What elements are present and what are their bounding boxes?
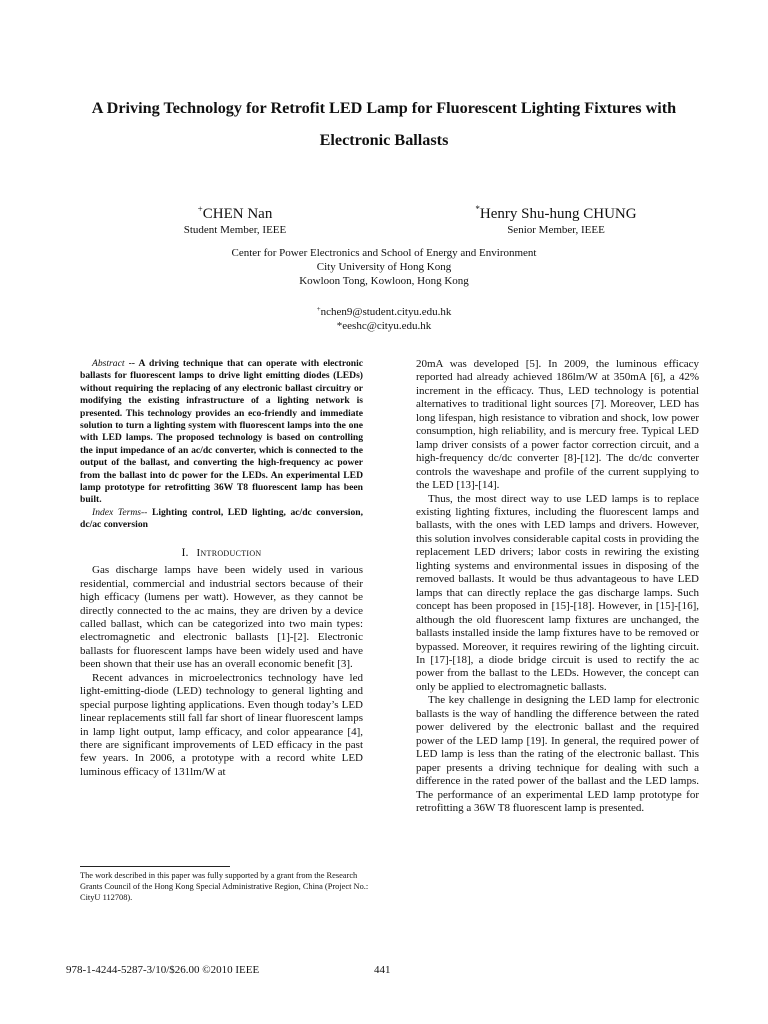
section-number: I. [181, 544, 189, 559]
title-line-2: Electronic Ballasts [319, 131, 449, 149]
email-1-line [234, 302, 534, 319]
left-paragraph-2: Recent advances in microelectronics technology have led light-emitting-diode (LED) technology to general lighting and special purpose lighting applications. Even though today’s LED linear replacements still fall far short of linear fluorescent lamps in lamp light output, lamp efficacy, and color appearance [4], there are significant improvements of LED efficacy in the past few years. In 2006, a prototype with a record white LED luminous efficacy of 131lm/W at [80, 671, 363, 778]
author-2 [426, 200, 686, 237]
author-2-name-line [426, 200, 686, 223]
footnote-rule [80, 866, 230, 867]
email-1-mark: + [316, 305, 321, 313]
author-2-role: Senior Member, IEEE [507, 224, 605, 236]
abstract-label: Abstract [92, 358, 125, 369]
paper-title [40, 92, 728, 156]
right-column [416, 358, 699, 815]
author-1-mark: + [197, 204, 203, 214]
affiliation [134, 246, 634, 288]
author-1 [105, 200, 365, 237]
page-number: 441 [374, 964, 391, 976]
right-paragraph-3: The key challenge in designing the LED lamp for electronic ballasts is the way of handling the difference between the rated power delivered by the electronic ballast and the required power of the LED lamp [19]. In general, the required power of LED lamp is less than the rating of the electronic ballast. This paper presents a driving technique for dealing with such a difference in the rated power of the ballast and the LED lamps. The performance of an experimental LED lamp prototype for retrofitting a 36W T8 fluorescent lamp is presented. [416, 694, 699, 814]
section-title: Introduction [196, 546, 262, 559]
email-1: nchen9@student.cityu.edu.hk [320, 306, 452, 318]
footer-isbn: 978-1-4244-5287-3/10/$26.00 ©2010 IEEE [66, 964, 260, 976]
author-1-name-line [105, 200, 365, 223]
author-1-role: Student Member, IEEE [183, 224, 287, 236]
right-paragraph-1: 20mA was developed [5]. In 2009, the luminous efficacy reported had already achieved 186lm/W at 350mA [6], a 42% increment in the efficacy. Thus, LED technology is potential alternatives to traditional light sources [7]. Moreover, LED has long lifespan, high resistance to vibration and shock, low power consumption, high reliability, and is mercury free. Typical LED lamp driver consists of a power factor correction circuit, and a high-frequency dc/dc converter [8]-[12]. The dc/dc converter controls the waveshape and profile of the current supplying to the LED [13]-[14]. [416, 358, 699, 492]
abstract-text: -- A driving technique that can operate with electronic ballasts for fluorescent lamps to drive light emitting diodes (LEDs) without requiring the replacing of any electronic ballast circuitry or modifying the existing infrastructure of a lighting network is presented. This technology provides an eco-friendly and immediate solution to turn a lighting system with fluorescent lamps into the one with LED lamps. The proposed technology is based on controlling the input impedance of an ac/dc converter, which is connected to the output of the ballast, and converting the high-frequency ac power from the ballast into dc power for the LEDs. An experimental LED lamp prototype for retrofitting 36W T8 fluorescent lamp has been built. [80, 358, 363, 506]
right-paragraph-2: Thus, the most direct way to use LED lamps is to replace existing lighting fixtures, including the fluorescent lamps and ballasts, with the ones with LED lamps and drivers. However, this solution involves considerable capital costs in providing the replacement LED drivers; labor costs in rewiring the existing lighting systems and environmental issues in disposing of the removed ballasts. It would be thus advantageous to have LED lamps that can directly replace the gas discharge lamps. Such concept has been proposed in [15]-[18]. However, in [15]-[16], although the old fluorescent lamp fixtures are unchanged, the ballasts installed inside the lamp fixtures have to be removed or bypassed. Moreover, it requires rewiring of the lighting circuit. In [17]-[18], a diode bridge circuit is used to rectify the ac power from the ballast to the LEDs. However, the concept can only be applied to electromagnetic ballasts. [416, 492, 699, 693]
email-2: *eeshc@cityu.edu.hk [336, 320, 432, 332]
emails [234, 302, 534, 333]
affiliation-line-1: Center for Power Electronics and School of Energy and Environment [231, 247, 537, 259]
index-terms-text: Lighting control, LED lighting, ac/dc conversion, dc/ac conversion [80, 506, 364, 531]
author-2-name: Henry Shu-hung CHUNG [479, 206, 637, 222]
author-2-mark: * [475, 204, 480, 214]
footnote: The work described in this paper was fully supported by a grant from the Research Grants Council of the Hong Kong Special Administrative Region, China (Project No.: CityU 112708). [80, 871, 369, 902]
title-line-1: A Driving Technology for Retrofit LED Lamp for Fluorescent Lighting Fixtures with [91, 99, 677, 117]
abstract [80, 358, 363, 507]
left-column [80, 358, 363, 779]
index-terms [80, 507, 363, 532]
left-paragraph-1: Gas discharge lamps have been widely used in various residential, commercial and industrial sectors because of their high efficacy (lumens per watt). However, as they cannot be directly connected to the ac mains, they are driven by a device called ballast, which can be categorized into two main types: electromagnetic and electronic ballasts [1]-[2]. Electronic ballasts for fluorescent lamps have been widely used and have been shown that their use has an overall economic benefit [3]. [80, 564, 363, 671]
affiliation-line-3: Kowloon Tong, Kowloon, Hong Kong [299, 275, 469, 287]
author-1-name: CHEN Nan [202, 206, 273, 222]
index-terms-label: Index Terms-- [92, 506, 148, 518]
section-heading [80, 546, 363, 560]
affiliation-line-2: City University of Hong Kong [316, 261, 452, 273]
